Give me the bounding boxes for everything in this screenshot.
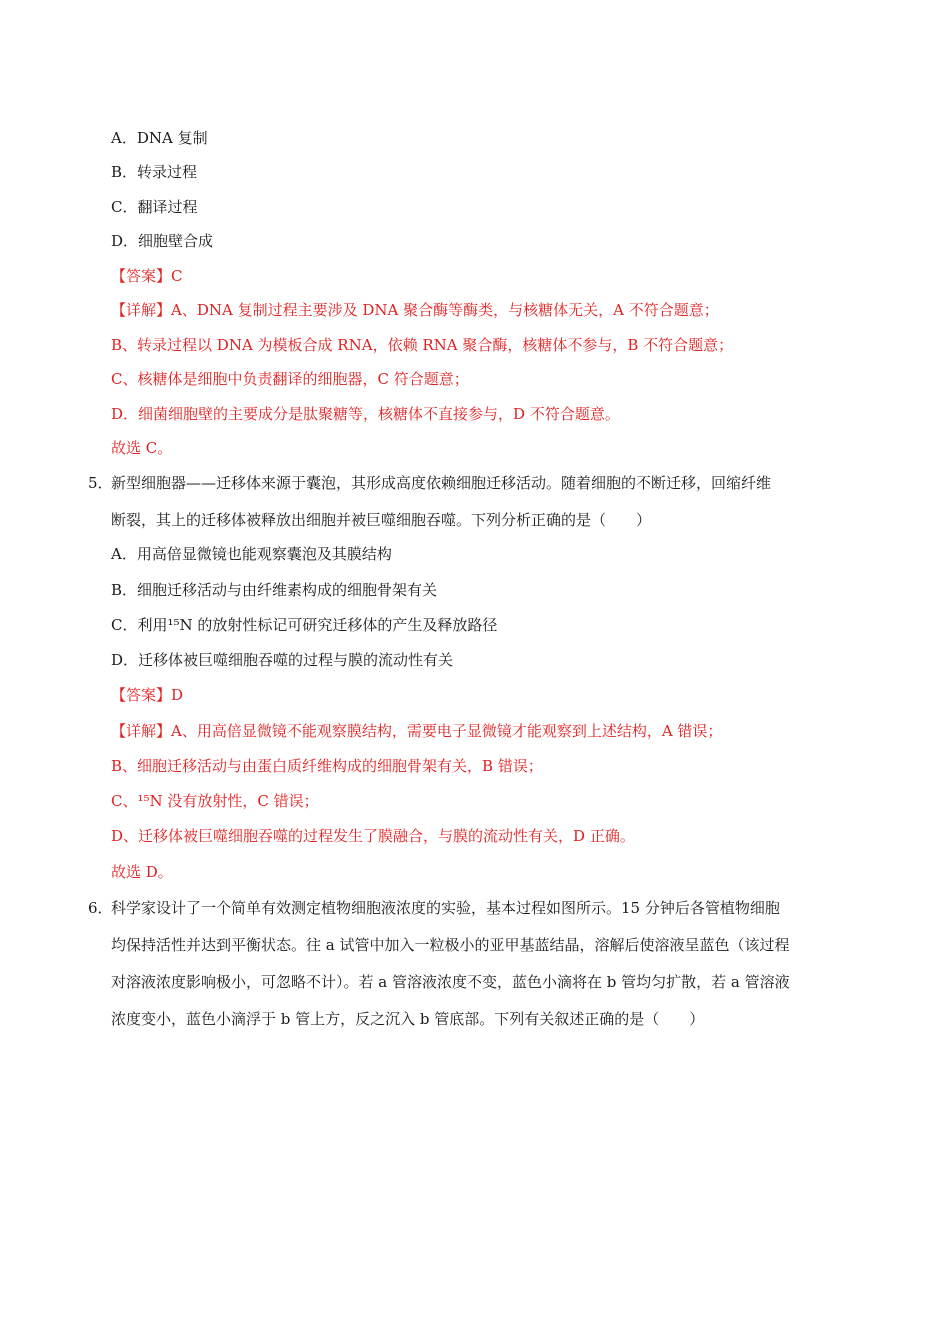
q5-explanation-line: C、¹⁵N 没有放射性，C 错误； [111,792,319,810]
q6-stem-line: 对溶液浓度影响极小，可忽略不计）。若 a 管溶液浓度不变，蓝色小滴将在 b 管均匀扩散，若 a 管溶液 [111,973,790,991]
q4-option-b: B．转录过程 [111,163,198,181]
q5-option-c: C．利用¹⁵N 的放射性标记可研究迁移体的产生及释放路径 [111,616,498,634]
q5-option-a: A．用高倍显微镜也能观察囊泡及其膜结构 [111,545,392,563]
q5-stem-line: 断裂，其上的迁移体被释放出细胞并被巨噬细胞吞噬。下列分析正确的是（ ） [111,511,652,529]
q4-option-a: A．DNA 复制 [111,129,208,147]
q5-conclusion: 故选 D。 [111,863,173,881]
q4-explanation-line: C、核糖体是细胞中负责翻译的细胞器，C 符合题意； [111,370,469,388]
q4-option-c: C．翻译过程 [111,198,198,216]
q6-number: 6． [88,899,113,917]
q4-explanation-line: 【详解】A、DNA 复制过程主要涉及 DNA 聚合酶等酶类，与核糖体无关，A 不符合题意； [111,301,719,319]
q4-option-d: D．细胞壁合成 [111,232,214,250]
q4-explanation-line: B、转录过程以 DNA 为模板合成 RNA，依赖 RNA 聚合酶，核糖体不参与，B 不符合题意； [111,336,734,354]
q5-explanation-line: 【详解】A、用高倍显微镜不能观察膜结构，需要电子显微镜才能观察到上述结构，A 错误； [111,722,723,740]
q5-explanation-line: B、细胞迁移活动与由蛋白质纤维构成的细胞骨架有关，B 错误； [111,757,543,775]
q5-answer: 【答案】D [111,686,184,704]
q4-explanation-line: D．细菌细胞壁的主要成分是肽聚糖等，核糖体不直接参与，D 不符合题意。 [111,405,620,423]
q5-number: 5． [88,474,113,492]
q6-stem-line: 科学家设计了一个简单有效测定植物细胞液浓度的实验，基本过程如图所示。15 分钟后各管植物细胞 [111,899,780,917]
q4-conclusion: 故选 C。 [111,439,173,457]
q6-stem-line: 浓度变小，蓝色小滴浮于 b 管上方，反之沉入 b 管底部。下列有关叙述正确的是（ ） [111,1010,705,1028]
q6-stem-line: 均保持活性并达到平衡状态。往 a 试管中加入一粒极小的亚甲基蓝结晶，溶解后使溶液呈蓝色（该过程 [111,936,790,954]
q4-answer: 【答案】C [111,267,183,285]
q5-option-d: D．迁移体被巨噬细胞吞噬的过程与膜的流动性有关 [111,651,454,669]
q5-stem-line: 新型细胞器——迁移体来源于囊泡，其形成高度依赖细胞迁移活动。随着细胞的不断迁移，回缩纤维 [111,474,772,492]
q5-explanation-line: D、迁移体被巨噬细胞吞噬的过程发生了膜融合，与膜的流动性有关，D 正确。 [111,827,635,845]
q5-option-b: B．细胞迁移活动与由纤维素构成的细胞骨架有关 [111,581,438,599]
